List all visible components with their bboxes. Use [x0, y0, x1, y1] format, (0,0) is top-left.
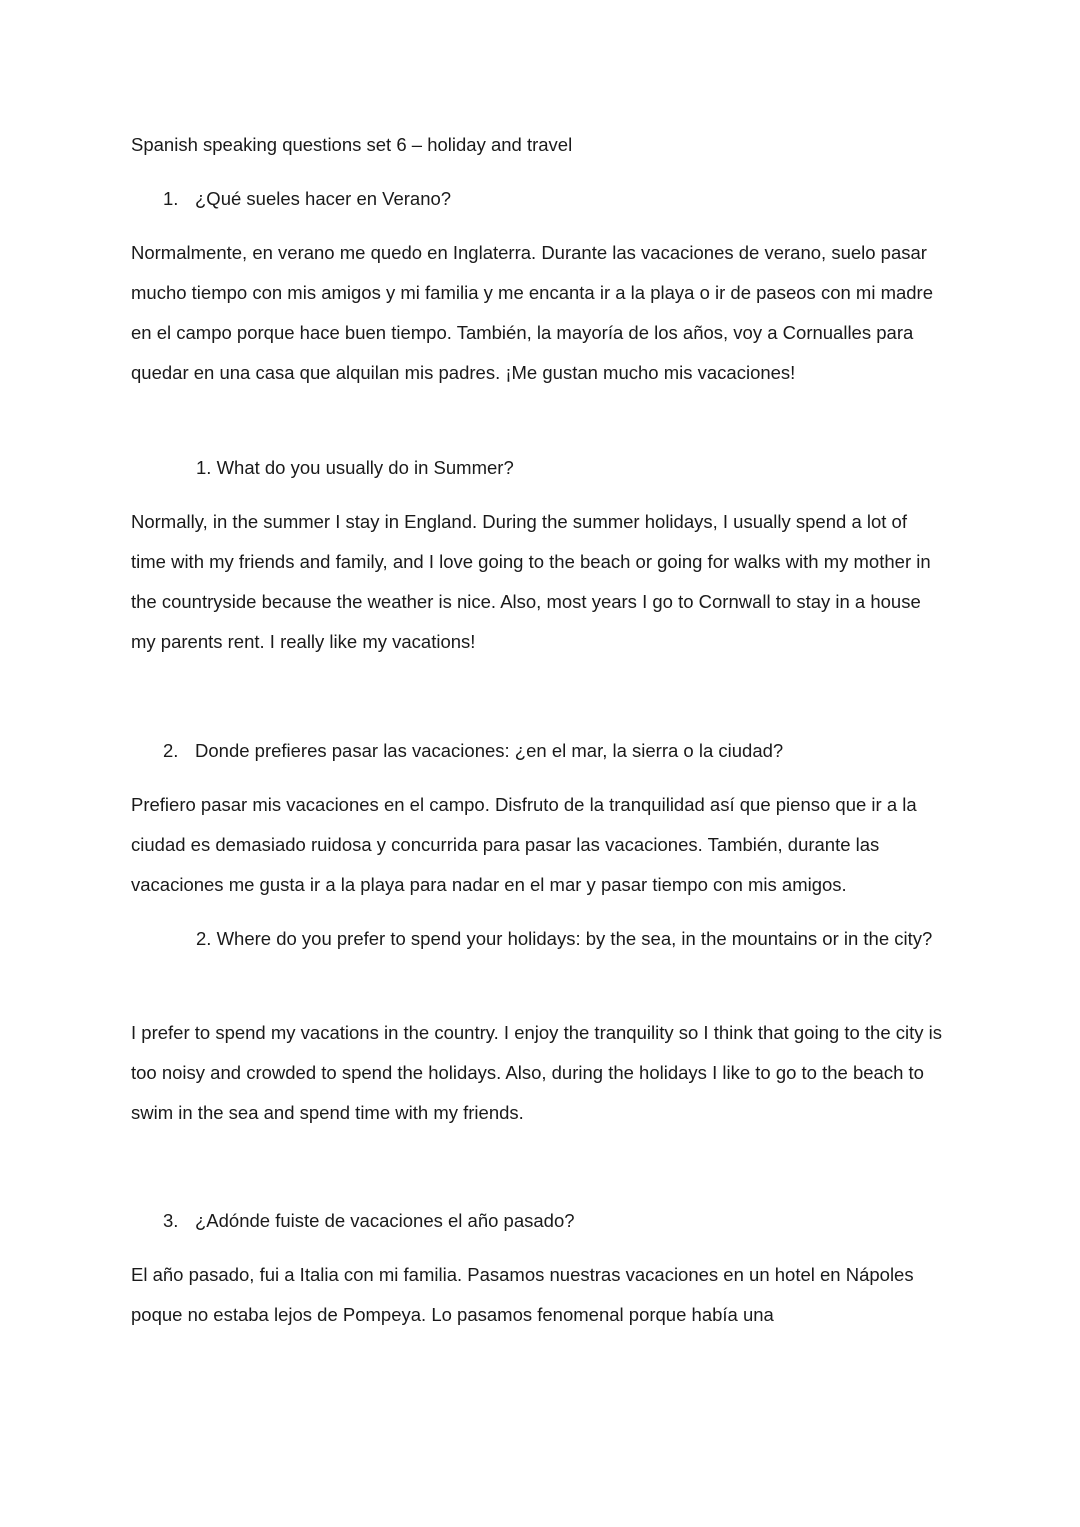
question-1-es-number: 1.	[163, 188, 179, 209]
question-2-es-number: 2.	[163, 740, 179, 761]
answer-2-en: I prefer to spend my vacations in the country. I enjoy the tranquility so I think that going to the city is too noisy and crowded to spend the holidays. Also, during the holidays I like to go to the beach to swim in the sea and spend time with my friends.	[131, 1022, 943, 1123]
question-2-es-text: Donde prefieres pasar las vacaciones: ¿en el mar, la sierra o la ciudad?	[195, 740, 784, 761]
question-3-es-number: 3.	[163, 1210, 179, 1231]
question-1-es-text: ¿Qué sueles hacer en Verano?	[195, 188, 452, 209]
answer-1-es: Normalmente, en verano me quedo en Inglaterra. Durante las vacaciones de verano, suelo pasar mucho tiempo con mis amigos y mi familia y me encanta ir a la playa o ir de paseos con mi madre en el campo porque hace buen tiempo. También, la mayoría de los años, voy a Cornualles para quedar en una casa que alquilan mis padres. ¡Me gustan mucho mis vacaciones!	[131, 242, 934, 383]
question-2-en: 2. Where do you prefer to spend your holidays: by the sea, in the mountains or in the city?	[196, 928, 933, 949]
answer-1-en: Normally, in the summer I stay in England. During the summer holidays, I usually spend a lot of time with my friends and family, and I love going to the beach or going for walks with my mother in the countryside because the weather is nice. Also, most years I go to Cornwall to stay in a house my parents rent. I really like my vacations!	[131, 511, 931, 652]
question-2-es	[163, 739, 783, 763]
question-1-en: 1. What do you usually do in Summer?	[196, 457, 514, 478]
answer-3-es: El año pasado, fui a Italia con mi familia. Pasamos nuestras vacaciones en un hotel en Nápoles poque no estaba lejos de Pompeya. Lo pasamos fenomenal porque había una	[131, 1264, 914, 1325]
answer-2-es: Prefiero pasar mis vacaciones en el campo. Disfruto de la tranquilidad así que pienso que ir a la ciudad es demasiado ruidosa y concurrida para pasar las vacaciones. También, durante las vacaciones me gusta ir a la playa para nadar en el mar y pasar tiempo con mis amigos.	[131, 794, 917, 895]
document-title: Spanish speaking questions set 6 – holiday and travel	[131, 134, 573, 155]
question-3-es	[163, 1209, 575, 1233]
question-3-es-text: ¿Adónde fuiste de vacaciones el año pasado?	[195, 1210, 575, 1231]
question-1-es	[163, 187, 451, 211]
